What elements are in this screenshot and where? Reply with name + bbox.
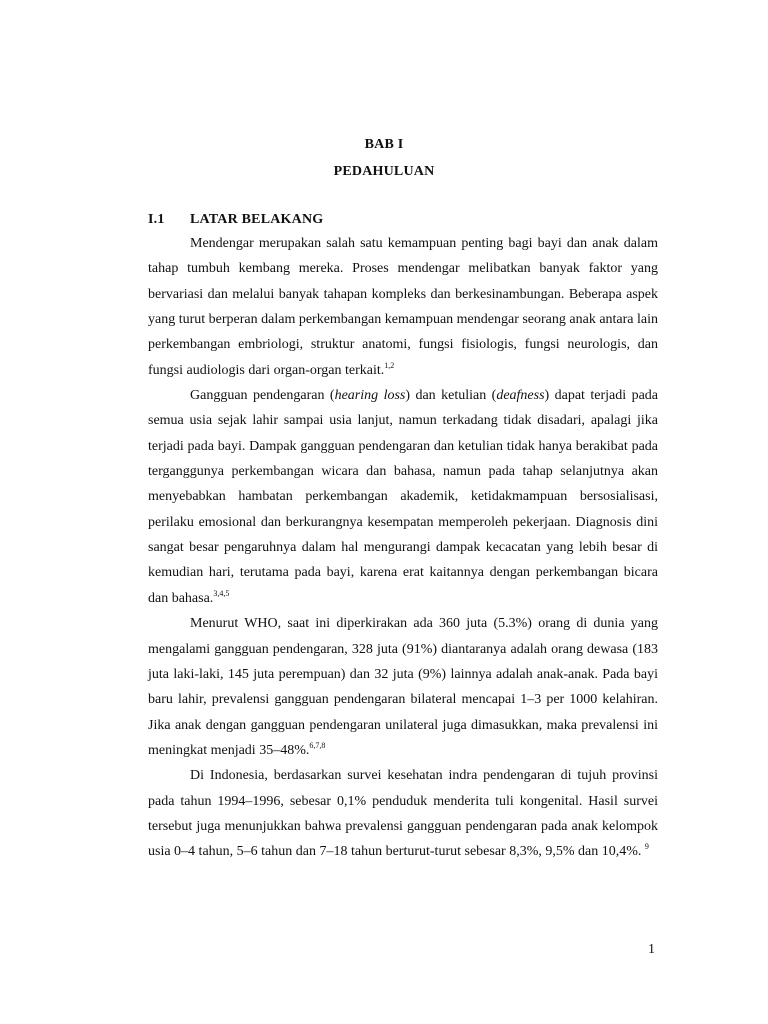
page-number: 1 (648, 942, 655, 957)
paragraph-text: ) dapat terjadi pada semua usia sejak lahir sampai usia lanjut, namun terkadang tidak disadari, apalagi jika terjadi pada bayi. Dampak gangguan pendengaran dan ketulian tidak hanya berakibat pada terganggunya perkembangan wicara dan bahasa, namun pada tahap selanjutnya akan menyebabkan hambatan perkembangan akademik, ketidakmampuan bersosialisasi, perilaku emosional dan berkurangnya kesempatan memperoleh pekerjaan. Diagnosis dini sangat besar pengaruhnya dalam hal mengurangi dampak kecacatan yang lebih besar di kemudian hari, terutama pada bayi, karena erat kaitannya dengan perkembangan bicara dan bahasa. (148, 388, 658, 606)
paragraph-3 (148, 611, 658, 763)
paragraph-text: Gangguan pendengaran ( (190, 388, 335, 404)
paragraph-text: Menurut WHO, saat ini diperkirakan ada 360 juta (5.3%) orang di dunia yang mengalami gangguan pendengaran, 328 juta (91%) diantaranya adalah orang dewasa (183 juta laki-laki, 145 juta perempuan) dan 32 juta (9%) lainnya adalah anak-anak. Pada bayi baru lahir, prevalensi gangguan pendengaran bilateral mencapai 1–3 per 1000 kelahiran. Jika anak dengan gangguan pendengaran unilateral juga dimasukkan, maka prevalensi ini meningkat menjadi 35–48%. (148, 616, 658, 758)
citation: 1,2 (384, 360, 395, 370)
section-number: I.1 (148, 212, 165, 227)
chapter-label: BAB I (364, 137, 404, 152)
paragraph-4 (148, 763, 658, 864)
italic-term: deafness (496, 388, 545, 404)
chapter-title: PEDAHULUAN (333, 164, 435, 179)
paragraph-text: ) dan ketulian ( (405, 388, 497, 404)
paragraph-2 (148, 383, 658, 611)
paragraph-text: Mendengar merupakan salah satu kemampuan penting bagi bayi dan anak dalam tahap tumbuh kembang mereka. Proses mendengar melibatkan banyak faktor yang bervariasi dan melalui banyak tahapan kompleks dan berkesinambungan. Beberapa aspek yang turut berperan dalam perkembangan kemampuan mendengar seorang anak antara lain perkembangan embriologi, struktur anatomi, fungsi fisiologis, fungsi neurologis, dan fungsi audiologis dari organ-organ terkait. (148, 236, 659, 378)
citation: 3,4,5 (213, 588, 230, 598)
section-heading (148, 212, 323, 228)
paragraph-1 (148, 231, 658, 383)
section-title: LATAR BELAKANG (190, 212, 324, 227)
citation: 9 (644, 842, 649, 852)
italic-term: hearing loss (334, 388, 406, 404)
paragraph-text: Di Indonesia, berdasarkan survei kesehatan indra pendengaran di tujuh provinsi pada tahun 1994–1996, sebesar 0,1% penduduk menderita tuli kongenital. Hasil survei tersebut juga menunjukkan bahwa prevalensi gangguan pendengaran pada anak kelompok usia 0–4 tahun, 5–6 tahun dan 7–18 tahun berturut-turut sebesar 8,3%, 9,5% dan 10,4%. (148, 768, 658, 860)
body-text (148, 231, 658, 865)
citation: 6,7,8 (309, 740, 326, 750)
